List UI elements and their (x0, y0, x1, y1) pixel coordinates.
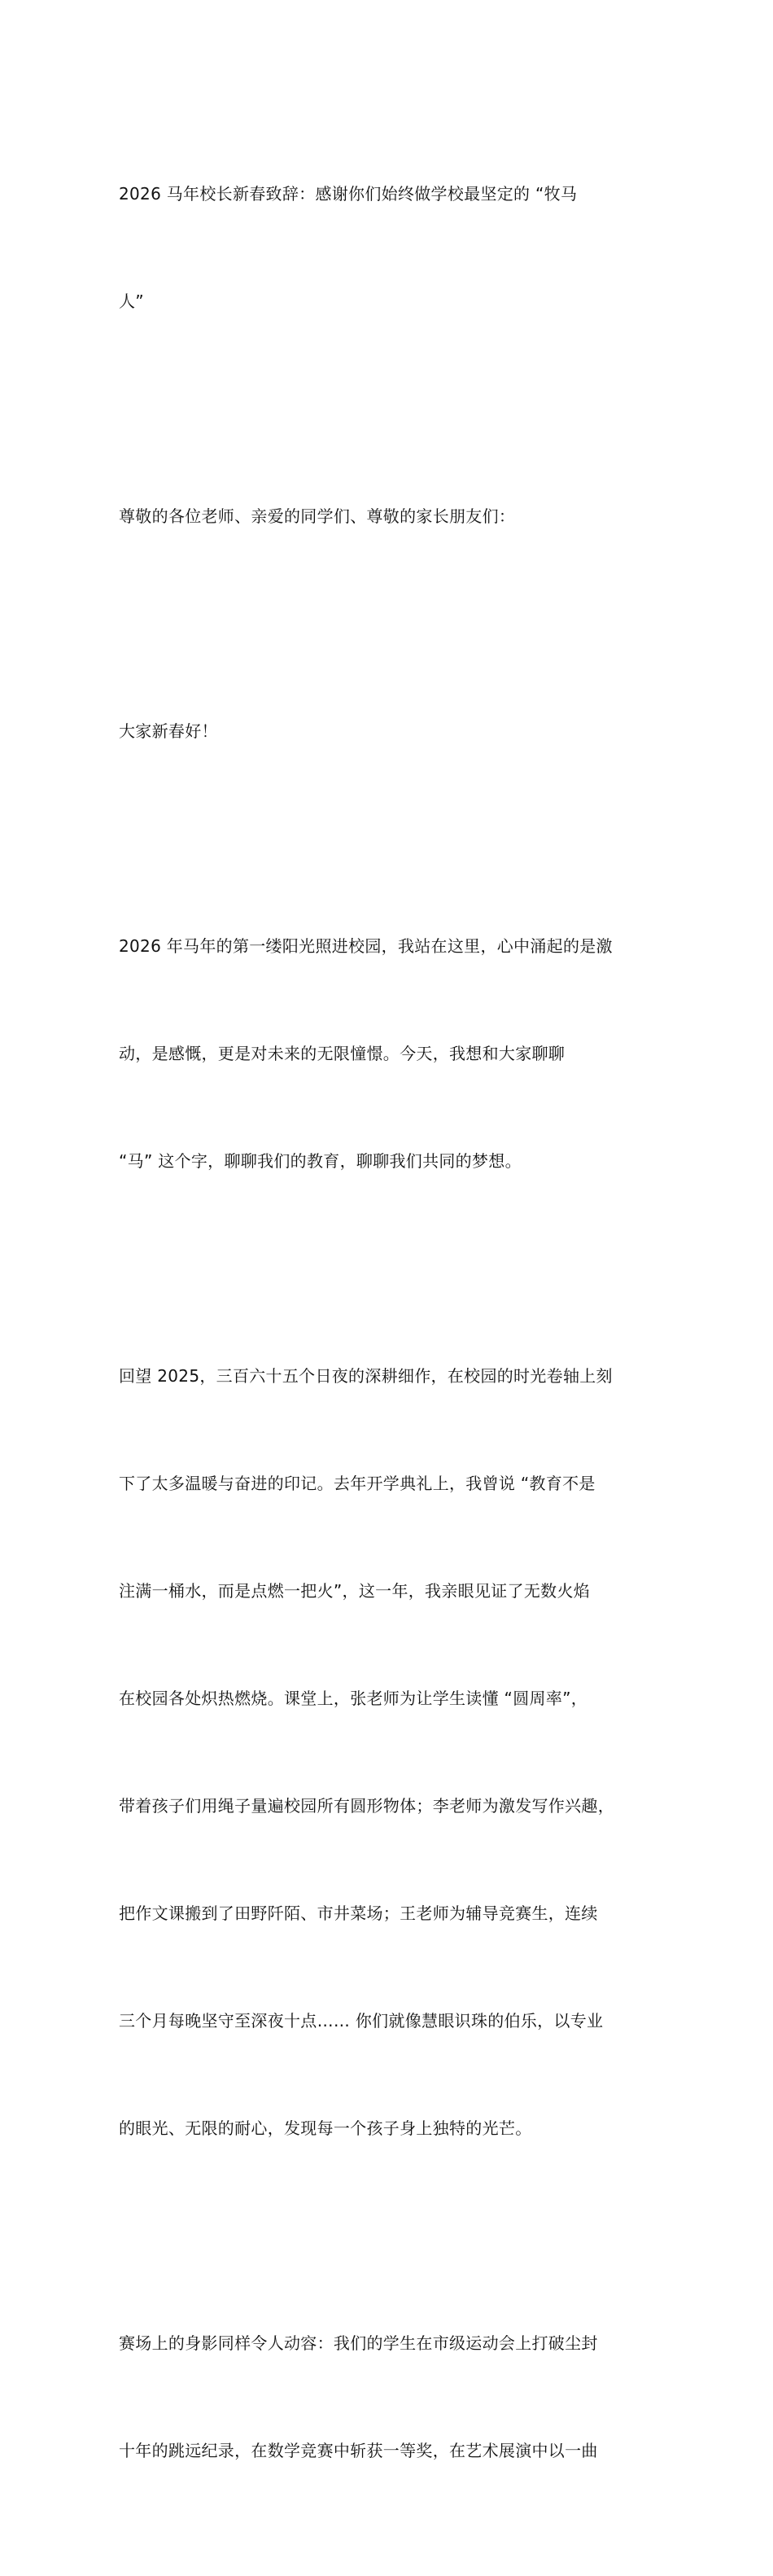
salutation-line: 大家新春好！ (119, 721, 218, 741)
paragraph-line: 动，是感慨，更是对未来的无限憧憬。今天，我想和大家聊聊 (119, 1044, 566, 1063)
document-body (119, 104, 669, 2576)
paragraph-line: 注满一桶水，而是点燃一把火”，这一年，我亲眼见证了无数火焰 (119, 1581, 591, 1601)
greeting-line: 尊敬的各位老师、亲爱的同学们、尊敬的家长朋友们： (119, 506, 516, 526)
paragraph-line: 的眼光、无限的耐心，发现每一个孩子身上独特的光芒。 (119, 2118, 532, 2138)
title-line: 人” (119, 291, 144, 311)
paragraph-line: 三个月每晚坚守至深夜十点…… 你们就像慧眼识珠的伯乐，以专业 (119, 2011, 604, 2031)
title-line: 2026 马年校长新春致辞：感谢你们始终做学校最坚定的 “牧马 (119, 184, 578, 204)
paragraph-line: 十年的跳远纪录，在数学竞赛中斩获一等奖，在艺术展演中以一曲 (119, 2441, 598, 2460)
body-paragraph-3 (119, 2254, 669, 2540)
paragraph-line: “马” 这个字，聊聊我们的教育，聊聊我们共同的梦想。 (119, 1151, 522, 1171)
body-paragraph-1 (119, 856, 669, 1251)
paragraph-line: 回望 2025，三百六十五个日夜的深耕细作，在校园的时光卷轴上刻 (119, 1366, 613, 1386)
document-title (119, 104, 669, 391)
body-paragraph-2 (119, 1286, 669, 2218)
salutation-paragraph (119, 642, 669, 821)
greeting-paragraph (119, 427, 669, 606)
paragraph-line: 把作文课搬到了田野阡陌、市井菜场；王老师为辅导竞赛生，连续 (119, 1904, 598, 1923)
paragraph-line: 下了太多温暖与奋进的印记。去年开学典礼上，我曾说 “教育不是 (119, 1474, 596, 1493)
paragraph-line: 赛场上的身影同样令人动容：我们的学生在市级运动会上打破尘封 (119, 2333, 598, 2353)
paragraph-line: 2026 年马年的第一缕阳光照进校园，我站在这里，心中涌起的是激 (119, 936, 613, 956)
paragraph-line: 带着孩子们用绳子量遍校园所有圆形物体；李老师为激发写作兴趣， (119, 1796, 614, 1816)
paragraph-line: 在校园各处炽热燃烧。课堂上，张老师为让学生读懂 “圆周率”， (119, 1689, 588, 1708)
